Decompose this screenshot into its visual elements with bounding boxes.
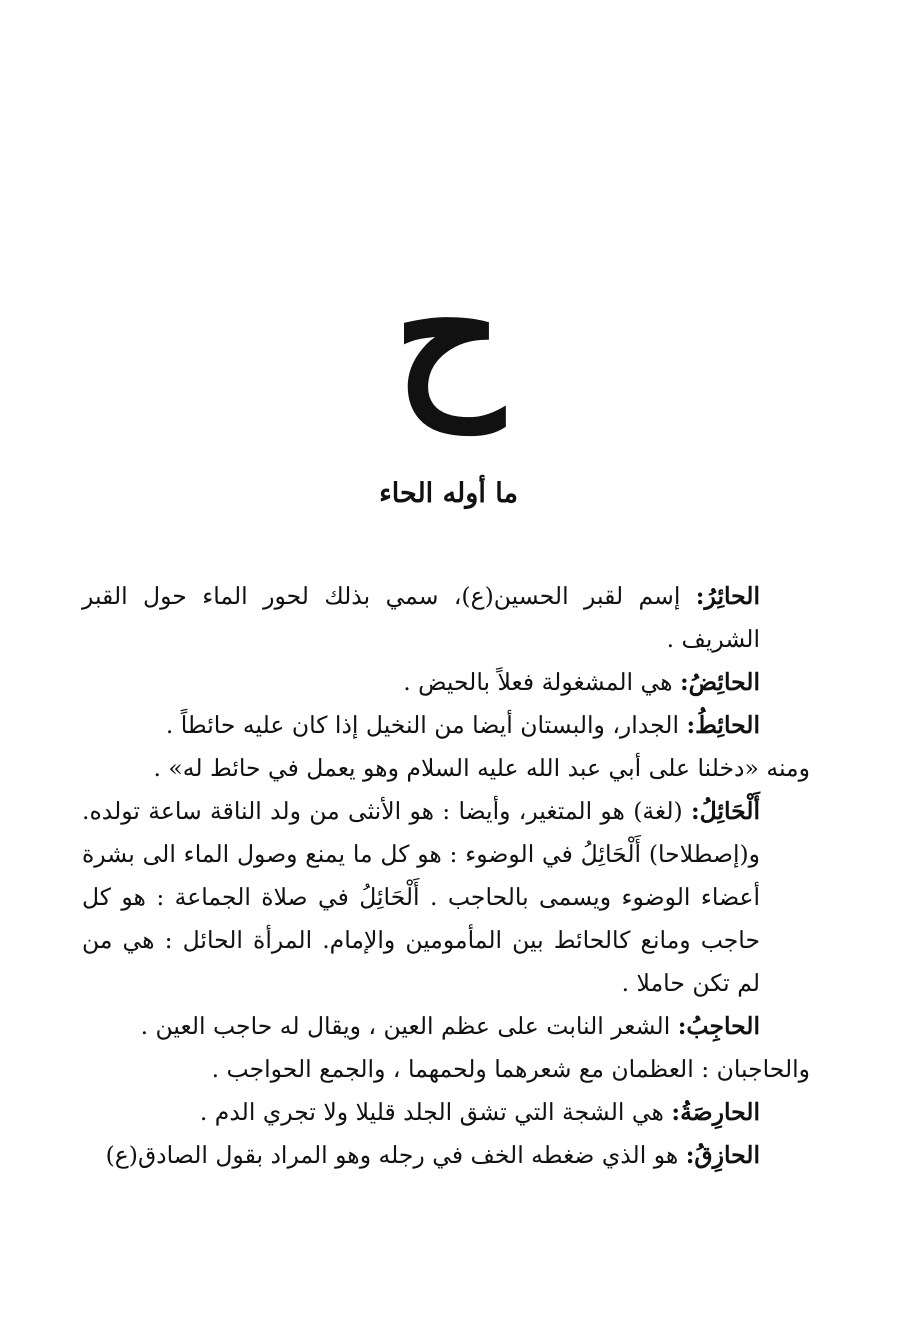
entry-term: الحائِرُ: (695, 582, 760, 610)
entry-term: الحازِقُ: (685, 1141, 760, 1169)
entry-text: (لغة) هو المتغير، وأيضا : هو الأنثى من ولد الناقة ساعة تولده. و(إصطلاحا) أَلْحَائِلُ في الوضوء : هو كل ما يمنع وصول الماء الى بشرة أعضاء الوضوء ويسمى بالحاجب . أَلْحَائِلُ في صلاة الجماعة : هو كل حاجب ومانع كالحائط بين المأمومين والإمام. المرأة الحائل : هي من لم تكن حاملا . (82, 797, 760, 997)
entry-text: إسم لقبر الحسين(ع)، سمي بذلك لحور الماء حول القبر الشريف . (82, 582, 760, 653)
entry-term: الحائِطُ: (686, 711, 760, 739)
entry-text: الشعر النابت على عظم العين ، ويقال له حاجب العين . (140, 1012, 678, 1040)
entry-text: هي الشجة التي تشق الجلد قليلا ولا تجري الدم . (199, 1098, 672, 1126)
entry-ha-it (82, 704, 810, 747)
entry-text: الجدار، والبستان أيضا من النخيل إذا كان عليه حائطاً . (165, 711, 687, 739)
entry-text: والحاجبان : العظمان مع شعرهما ولحمهما ، والجمع الحواجب . (211, 1055, 810, 1083)
entry-text: ومنه «دخلنا على أبي عبد الله عليه السلام وهو يعمل في حائط له» . (153, 754, 810, 782)
entry-term: أَلْحَائِلُ: (690, 797, 760, 825)
chapter-letter: ح (393, 233, 504, 433)
section-title: ما أوله الحاء (379, 478, 518, 509)
entry-ha-id (82, 661, 810, 704)
entry-continuation (82, 1048, 810, 1091)
entry-ha-risa (82, 1091, 810, 1134)
entry-ha-ziq (82, 1134, 810, 1177)
entry-text: هي المشغولة فعلاً بالحيض . (403, 668, 680, 696)
entry-continuation (82, 747, 810, 790)
entries-list (82, 575, 810, 1177)
entry-text: هو الذي ضغطه الخف في رجله وهو المراد بقول الصادق(ع) (105, 1141, 686, 1169)
entry-ha-il (82, 790, 810, 1005)
entry-term: الحارِصَةُ: (671, 1098, 760, 1126)
entry-term: الحائِضُ: (679, 668, 760, 696)
entry-ha-jib (82, 1005, 810, 1048)
entry-ha-ir (82, 575, 810, 661)
entry-term: الحاجِبُ: (677, 1012, 760, 1040)
